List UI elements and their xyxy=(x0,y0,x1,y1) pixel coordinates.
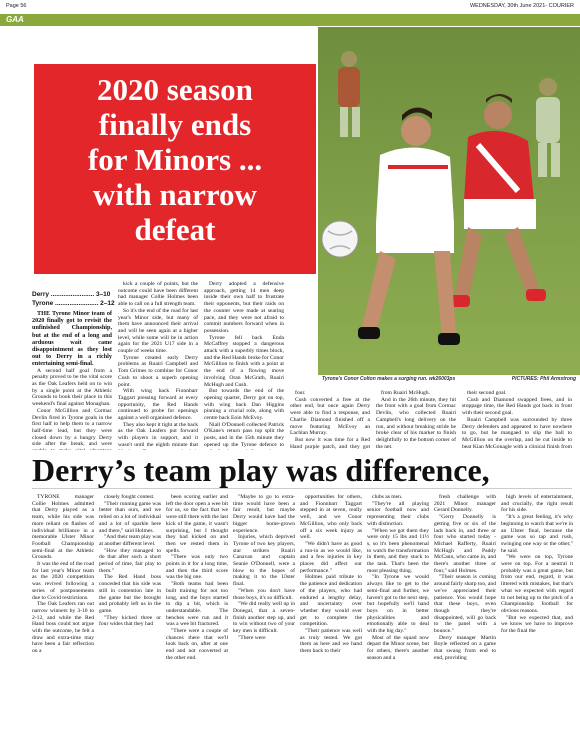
article-paragraph: But towards the end of the opening quarter, Derry got on top, with wing back Dan Higgins pinning a crucial role, along with centre back Eoin McEvoy. xyxy=(204,388,284,422)
article-paragraph: Cush converted a free at the other end, but once again Derry were able to find a response, and Charlie Diamond finished off a move featuring McEvoy an Lachlan Murray. xyxy=(290,396,370,437)
article2-column-4 xyxy=(233,494,295,734)
score-row: Derry ........................ 3–10 xyxy=(32,291,111,298)
article-paragraph: been scoring earlier and left the door open a wee bit for us, so the fact that we were still there with the last kick of the game, it wasn't surprising, but I thought they had kicked on and then we rested them in spells. xyxy=(166,494,228,554)
headline-box xyxy=(34,64,316,274)
article-paragraph: "But we expected that, and we know we have to improve for the final the xyxy=(501,614,573,635)
article-paragraph: opportunities for others, and Fionnbarr Taggart stepped in at seven, really well, and we Conor McGillion, who only back off a six week injury as well. xyxy=(300,494,362,541)
article-column-5 xyxy=(376,390,456,450)
article-paragraph: "How they managed to do that after such a short period of time, fair play to them." xyxy=(99,547,161,574)
article-paragraph: "There were xyxy=(238,634,266,641)
article-paragraph: The Oak Leafers ran out narrow winners by 3-10 to 2-12, and while the Red Hand boss could not argue with the outcome, he felt a draw and extra-time may have been a fair reflection on a xyxy=(32,601,94,655)
article-paragraph: "Both teams had been built training for not too long, and the boys started to dip a bit, which is understandable. The benches were run and it was a wee bit fractured. xyxy=(166,581,228,628)
article-paragraph: "When you don't have those boys, it's so difficult. xyxy=(233,587,295,601)
article-paragraph: Conor McGillion and Cormac Devlin fired in Tyrone goals in the first half to help them to a narrow half-time lead, but they were closed down by a hungry Derry side after the break, and were xyxy=(32,407,112,448)
article-paragraph: With wing back Fionnbarr Taggart pressing forward at every opportunity, the Red Hands continued to probe for openings against a well organised defence. xyxy=(118,388,198,422)
section-label: GAA xyxy=(6,15,24,24)
article-paragraph: "Their running game was better than ours, and we relied on a lot of individual and a lot of sparkle here and there," said Holmes. xyxy=(99,500,161,534)
article2-column-2 xyxy=(99,494,161,734)
article-paragraph: They also kept it tight at the back as the Oak Leafers put forward with players in support, and it wasn't until the eighth minute that xyxy=(118,421,198,448)
article-paragraph: "In Tyrone we would always like to get to the semi-final and further, we haven't got to the next step, but hopefully we'll hand boys on in better physicalities and emotionally able to deal with the big day." xyxy=(367,574,429,635)
article2-column-6 xyxy=(367,494,429,734)
article-paragraph: "It's a great feeling, it's why beginning to watch that we're in an Ulster final, because the game was so tap and rush, swinging one way or the other," he said. xyxy=(501,514,573,554)
article-paragraph: "When we got them they were only 15 lbs and 11½ s, so it's been phenomenal to watch the transformation in them, and they stuck to the task. That's been the most pleasing thing. xyxy=(367,527,429,574)
article2-column-8 xyxy=(501,494,573,734)
page-header xyxy=(0,0,580,13)
article-paragraph: Tyrone created early Derry problems as Ruairi Campbell and Tom Grimes to combine for Conor Cush to shoot a superb opening point. xyxy=(118,354,198,388)
article-paragraph: "They're all playing senior football now and representing their clubs with distinction. xyxy=(367,500,429,527)
article-paragraph: "Their patience was well as truly tested. We got them as here and we hand them back to their xyxy=(300,628,362,655)
article-column-3 xyxy=(204,281,284,450)
issue-date: WEDNESDAY, 30th June 2021- COURIER xyxy=(469,3,574,9)
page-number: Page 56 xyxy=(6,3,27,9)
photo-caption: Tyrone's Conor Colton makes a surging run. wk26003ps xyxy=(322,376,456,382)
article-paragraph: And in the 26th minute, they hit the front with a goal from Cormac Devlin, who collected Ruairi Campbell's long delivery on the run, and without breaking stride he broke clear of his marker to finish delightfully to the bottom corner of the net. xyxy=(376,396,456,450)
article-paragraph: Niall O'Donnell collected Patrick O'Kane's return pass top split the posts, and in the 15th minute they opened up the Tyrone defence to xyxy=(204,421,284,448)
match-photo-illustration xyxy=(318,27,580,375)
headline-line: 2020 season xyxy=(97,72,253,107)
article-paragraph: "Maybe to go to extra-time would have been a fair result, but maybe Derry would have had the bigger home-grown experience. xyxy=(233,494,295,534)
article-paragraph: from Ruairi McHugh. xyxy=(381,390,430,396)
article-paragraph: A second half goal from a penalty proved to be the vital score as the Oak Leafers held on to win by a single point at the Athletic Grounds to book their place in this weekend's final against Monaghan. xyxy=(32,367,112,408)
section-bar xyxy=(0,14,580,26)
article-paragraph: The Red Hand boss conceded that his side was still in contention late in the game but the brought and probably left us in the game. xyxy=(99,574,161,614)
headline-line: finally ends xyxy=(98,107,252,142)
article-paragraph: "There were a couple of chances there that we'll look back on, after at one end and not converted at the other end. xyxy=(166,628,228,661)
article-paragraph: But now it was time for a Red Hand purple patch, and they got xyxy=(290,436,370,450)
headline xyxy=(34,72,316,247)
article-paragraph: "We were on top, Tyrone were on top. For a neutral it probably was a great game, but from our end, regard, it was littered with mistakes, but that's what we expected with regard to not being up to the pitch of a Championship football for obvious reasons. xyxy=(501,554,573,614)
article-paragraph: Derry adopted a defensive approach, getting 14 men deep inside their own half to frustrate their opponents, but their raids on the counter were made at searing pace, and they were not afraid to commit numbers forward when in possession. xyxy=(204,281,284,334)
headline-line: defeat xyxy=(134,212,216,247)
article-paragraph: "They kicked three or four wides that they had xyxy=(99,614,161,628)
match-photo xyxy=(318,27,580,375)
photo-credit: PICTURES: Phil Armstrong xyxy=(511,376,576,382)
article-paragraph: It was the end of the road for last year's Minor team as the 2020 competition was revived following a series of postponements due to Covid restrictions. xyxy=(32,561,94,601)
article-column-1 xyxy=(32,310,112,450)
article2-column-1 xyxy=(32,494,94,734)
main-headline: Derry’s team play was difference, xyxy=(32,452,490,488)
divider xyxy=(32,488,572,489)
scoreline xyxy=(32,290,122,308)
article-paragraph: TYRONE manager Collie Holmes admitted that Derry played as a team, while his side was more reliant on flashes of individual brilliance in a memorable Ulster Minor Football Championship semi-final at the Athletic Grounds. xyxy=(32,494,94,561)
football xyxy=(322,221,358,257)
article2-column-3 xyxy=(166,494,228,734)
article-paragraph: four. xyxy=(295,390,306,396)
article-paragraph: Cush and Diamond swapped frees, and in stoppage time, the Red Hands got back in front with their second goal. xyxy=(462,396,572,417)
article-paragraph: Most of the squad now depart the Minor scene, but for others, there's another season and a xyxy=(367,634,429,661)
article-column-2 xyxy=(118,281,198,450)
score-row: Tyrone ........................ 2–12 xyxy=(32,300,115,307)
headline-line: with narrow xyxy=(93,177,257,212)
article-paragraph: "We did really well up in Donegal, that a seven-finish another step up, and to win without two of your key men is difficult. xyxy=(233,601,295,635)
article-paragraph: Tyrone fell back Enda McCaffrey stopped a dangerous attack with a superbly times block, and the Red Hands broke for Conor McGillion to finish with a point at the end of a flowing move involving Oran McGrath, Ruairi McHugh and Cush. xyxy=(204,334,284,388)
article-paragraph: fresh challenge with 2021 Minor manager Gerard Donnelly. xyxy=(434,494,496,514)
article-paragraph: their second goal. xyxy=(467,390,507,396)
article-paragraph: Injuries, which deprived Tyrone of two key players, star strikers Ruairi Canavan and captain Seanie O'Donnell, were a blow to the hopes of making it to the Ulster final. xyxy=(233,534,295,588)
article-column-6 xyxy=(462,390,572,450)
article-paragraph: THE Tyrone Minor team of 2020 finally got to revisit the unfinished Championship, but at the end of a long and arduous wait came disappointment as they lost out to Derry in a richly entertaining semi-final. xyxy=(32,310,112,368)
article-column-4 xyxy=(290,390,370,450)
article-paragraph: Holmes paid tribute to the patience and dedication of the players, who had endured a lengthy delay, and uncertainty over whether they would ever get to complete the competition. xyxy=(300,574,362,628)
article-paragraph: clubs as men. xyxy=(372,494,403,500)
article-paragraph: "We didn't have as good a run-in as we would like, and a few injuries in key places did affect our performance." xyxy=(300,540,362,574)
article-paragraph: closely fought contest. xyxy=(104,494,155,500)
article2-column-5 xyxy=(300,494,362,734)
article-paragraph: high levels of entertainment, and crucially, the right result for his side. xyxy=(501,494,573,514)
article2-column-7 xyxy=(434,494,496,734)
article-paragraph: "Their season is coming around fairly sharp too, and we've appreciated their patience. You would hope that these boys, even though they're disappointed, will go back to the panel with a bounce." xyxy=(434,574,496,635)
article-paragraph: "Gerry Donnelly is getting five or six of the lads back in, and three or four who started today - Michael Rafferty, Ruairi McHugh and Paddy McCann, who came in, and there's another three or four," said Holmes. xyxy=(434,514,496,574)
article-paragraph: "There was only two points in it for a long time, and then the third score was the big one. xyxy=(166,554,228,581)
article-paragraph: Ruairi Campbell was surrounded by three Derry defenders and appeared to have nowhere to go, but he mangaed to slip the ball to McGillion on the overlap, and he cut inside to beat Kian McGonagle with a clinical finish from xyxy=(462,416,572,450)
article-paragraph: "And their team play was at another different level. xyxy=(99,534,161,547)
article-paragraph: Derry manager Martin Boyle reflected on a game that swung from end to end, providing xyxy=(434,634,496,661)
article-paragraph: kick a couple of points, but the outcome could have been different had manager Collie Holmes been able to call on a full strength team. xyxy=(118,281,198,308)
article-paragraph: So it's the end of the road for last year's Minor side, but many of them have announced their arrival and will be seen again at a higher level, while some will be in action again for the 2021 U17 side in a couple of weeks time. xyxy=(118,307,198,355)
headline-line: for Minors ... xyxy=(87,142,263,177)
